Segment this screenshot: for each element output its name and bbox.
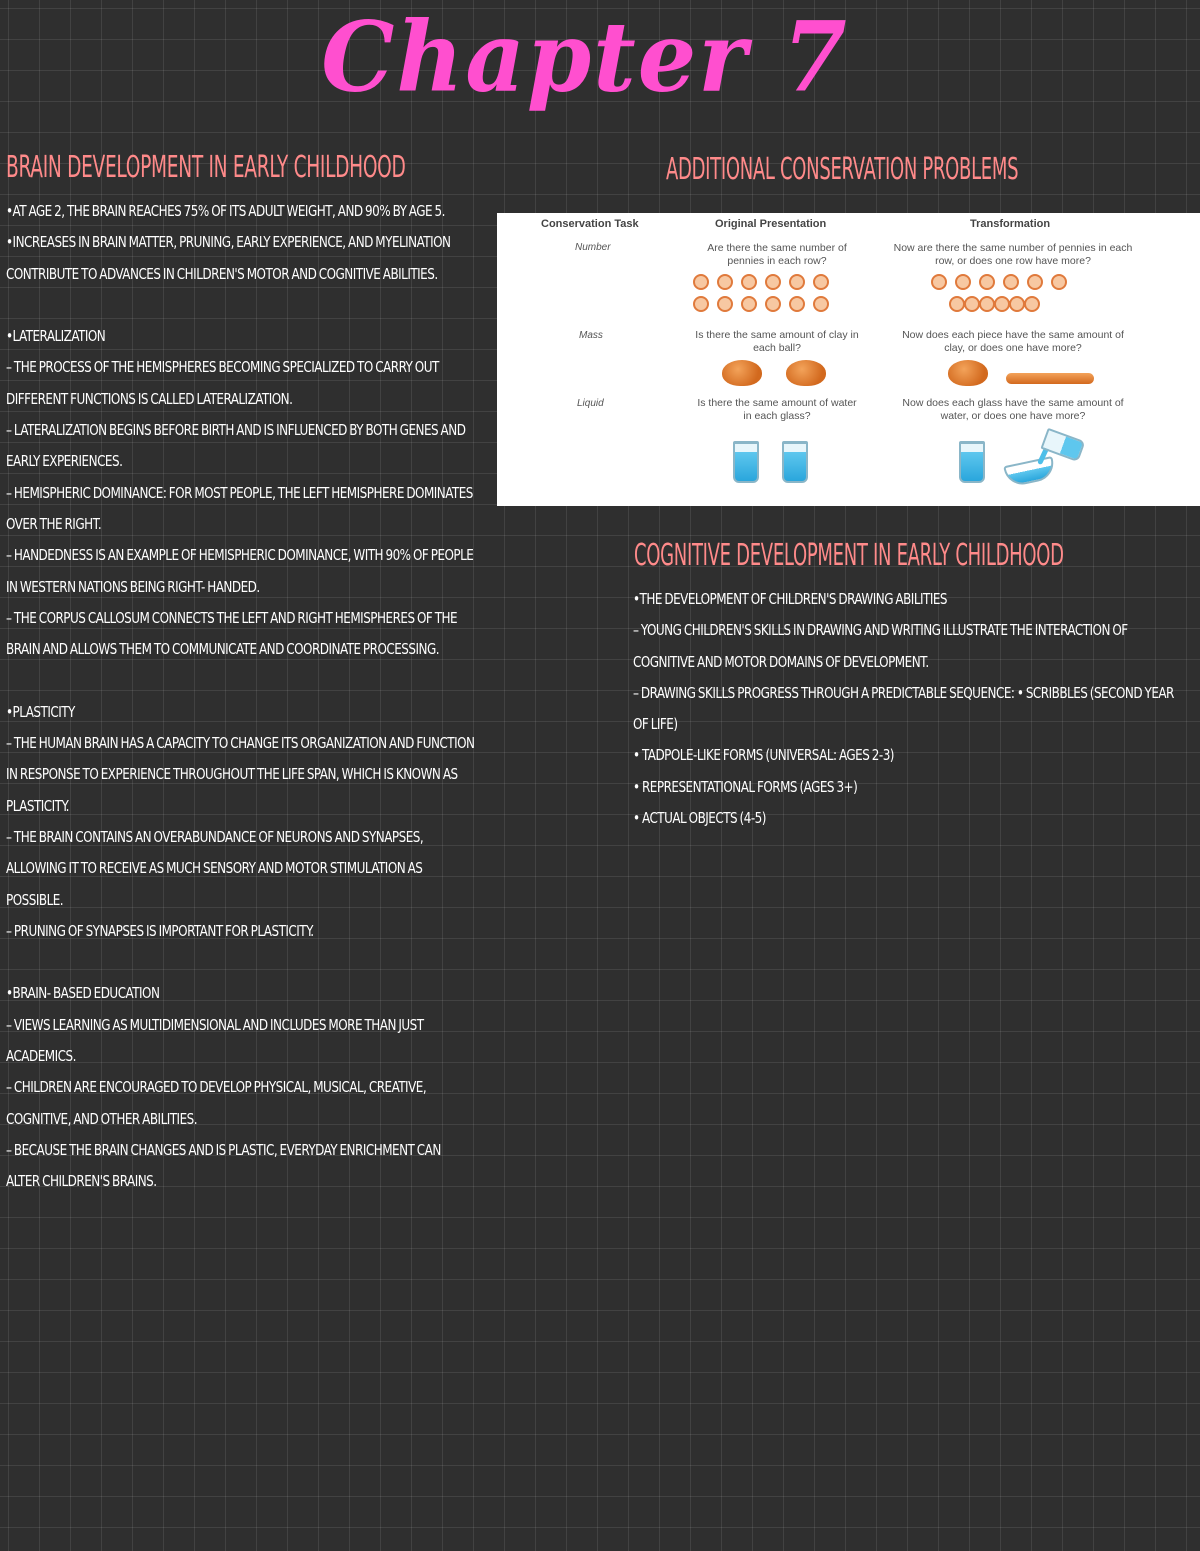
task-label-mass: Mass: [579, 330, 603, 341]
clay-snake-icon: [1006, 373, 1094, 384]
note-paragraph: •BRAIN- BASED EDUCATION: [6, 984, 160, 1003]
penny-icon: [1003, 274, 1019, 290]
note-paragraph: •PLASTICITY: [6, 702, 75, 721]
penny-row-original-bottom: [693, 296, 837, 312]
question-number-original: Are there the same number of pennies in each row?: [707, 242, 847, 267]
penny-icon: [1024, 296, 1040, 312]
question-mass-original: Is there the same amount of clay in each ball?: [695, 329, 859, 354]
task-label-number: Number: [575, 242, 611, 253]
question-mass-transformation: Now does each piece have the same amount of clay, or does one have more?: [902, 329, 1124, 354]
penny-icon: [994, 296, 1010, 312]
penny-icon: [741, 296, 757, 312]
note-paragraph: – THE CORPUS CALLOSUM CONNECTS THE LEFT AND RIGHT HEMISPHERES OF THE BRAIN AND ALLOWS THEM TO COMMUNICATE AND COORDINATE PROCESSING.: [6, 608, 458, 659]
question-liquid-original: Is there the same amount of water in each glass?: [697, 397, 857, 422]
brain-development-notes: [6, 196, 476, 1198]
note-paragraph: – THE HUMAN BRAIN HAS A CAPACITY TO CHANGE ITS ORGANIZATION AND FUNCTION IN RESPONSE TO EXPERIENCE THROUGHOUT THE LIFE SPAN, WHICH IS KNOWN AS PLASTICITY.: [6, 734, 475, 815]
note-paragraph: – VIEWS LEARNING AS MULTIDIMENSIONAL AND INCLUDES MORE THAN JUST ACADEMICS.: [6, 1015, 424, 1066]
note-spacer: [6, 947, 476, 978]
water-glass-icon: [782, 441, 808, 483]
conservation-heading: ADDITIONAL CONSERVATION PROBLEMS: [666, 152, 1019, 187]
penny-row-transformed-top: [931, 274, 1075, 290]
note-paragraph: – CHILDREN ARE ENCOURAGED TO DEVELOP PHYSICAL, MUSICAL, CREATIVE, COGNITIVE, AND OTHER ABILITIES.: [6, 1078, 427, 1128]
note-paragraph: • ACTUAL OBJECTS (4-5): [633, 809, 766, 828]
penny-icon: [813, 296, 829, 312]
penny-icon: [1051, 274, 1067, 290]
note-paragraph: •AT AGE 2, THE BRAIN REACHES 75% OF ITS ADULT WEIGHT, AND 90% BY AGE 5.: [6, 202, 445, 220]
note-paragraph: – HEMISPHERIC DOMINANCE: FOR MOST PEOPLE, THE LEFT HEMISPHERE DOMINATES OVER THE RIGHT.: [6, 483, 473, 533]
figure-header-original: Original Presentation: [715, 218, 827, 230]
clay-ball-icon: [722, 360, 762, 386]
question-number-transformation: Now are there the same number of pennies in each row, or does one row have more?: [893, 242, 1133, 267]
note-paragraph: – LATERALIZATION BEGINS BEFORE BIRTH AND IS INFLUENCED BY BOTH GENES AND EARLY EXPERIENCES.: [6, 421, 466, 471]
penny-icon: [931, 274, 947, 290]
water-dish-icon: [1003, 456, 1056, 488]
penny-row-original-top: [693, 274, 837, 290]
conservation-tasks-figure: [497, 213, 1200, 506]
penny-icon: [979, 296, 995, 312]
penny-icon: [979, 274, 995, 290]
task-label-liquid: Liquid: [577, 398, 604, 409]
note-paragraph: – YOUNG CHILDREN'S SKILLS IN DRAWING AND WRITING ILLUSTRATE THE INTERACTION OF COGNITIVE AND MOTOR DOMAINS OF DEVELOPMENT.: [633, 621, 1128, 671]
penny-icon: [765, 274, 781, 290]
penny-icon: [789, 296, 805, 312]
cognitive-development-heading: COGNITIVE DEVELOPMENT IN EARLY CHILDHOOD: [634, 538, 1064, 573]
note-paragraph: •LATERALIZATION: [6, 327, 106, 346]
penny-icon: [964, 296, 980, 312]
penny-icon: [741, 274, 757, 290]
note-paragraph: • REPRESENTATIONAL FORMS (AGES 3+): [633, 777, 858, 796]
note-spacer: [6, 665, 476, 696]
brain-development-heading: BRAIN DEVELOPMENT IN EARLY CHILDHOOD: [6, 150, 406, 185]
penny-icon: [813, 274, 829, 290]
figure-header-task: Conservation Task: [541, 218, 639, 230]
penny-icon: [949, 296, 965, 312]
penny-icon: [765, 296, 781, 312]
penny-icon: [1027, 274, 1043, 290]
note-paragraph: – HANDEDNESS IS AN EXAMPLE OF HEMISPHERIC DOMINANCE, WITH 90% OF PEOPLE IN WESTERN NATIONS BEING RIGHT- HANDED.: [6, 546, 474, 596]
note-spacer: [6, 290, 476, 321]
penny-icon: [955, 274, 971, 290]
penny-icon: [717, 274, 733, 290]
penny-icon: [789, 274, 805, 290]
note-paragraph: • TADPOLE-LIKE FORMS (UNIVERSAL: AGES 2-3): [633, 746, 894, 765]
clay-ball-icon: [786, 360, 826, 386]
penny-icon: [693, 296, 709, 312]
question-liquid-transformation: Now does each glass have the same amount of water, or does one have more?: [902, 397, 1124, 422]
penny-icon: [717, 296, 733, 312]
clay-ball-icon: [948, 360, 988, 386]
page-title: Chapter 7: [321, 0, 849, 114]
note-paragraph: – THE PROCESS OF THE HEMISPHERES BECOMING SPECIALIZED TO CARRY OUT DIFFERENT FUNCTIONS IS CALLED LATERALIZATION.: [6, 358, 439, 408]
note-paragraph: – THE BRAIN CONTAINS AN OVERABUNDANCE OF NEURONS AND SYNAPSES, ALLOWING IT TO RECEIVE AS MUCH SENSORY AND MOTOR STIMULATION AS POSSIBLE.: [6, 827, 424, 909]
note-paragraph: •INCREASES IN BRAIN MATTER, PRUNING, EARLY EXPERIENCE, AND MYELINATION CONTRIBUTE TO ADVANCES IN CHILDREN'S MOTOR AND COGNITIVE ABILITIES.: [6, 233, 451, 283]
note-paragraph: – BECAUSE THE BRAIN CHANGES AND IS PLASTIC, EVERYDAY ENRICHMENT CAN ALTER CHILDREN'S BRAINS.: [6, 1140, 441, 1191]
water-glass-icon: [959, 441, 985, 483]
penny-icon: [1009, 296, 1025, 312]
note-paragraph: – DRAWING SKILLS PROGRESS THROUGH A PREDICTABLE SEQUENCE: • SCRIBBLES (SECOND YEAR OF LIFE): [633, 683, 1174, 734]
note-paragraph: – PRUNING OF SYNAPSES IS IMPORTANT FOR PLASTICITY.: [6, 921, 314, 940]
water-glass-icon: [733, 441, 759, 483]
note-paragraph: •THE DEVELOPMENT OF CHILDREN'S DRAWING ABILITIES: [633, 590, 947, 608]
penny-row-transformed-bottom: [949, 296, 1039, 312]
figure-header-transformation: Transformation: [970, 218, 1051, 230]
cognitive-development-notes: [633, 584, 1173, 834]
penny-icon: [693, 274, 709, 290]
